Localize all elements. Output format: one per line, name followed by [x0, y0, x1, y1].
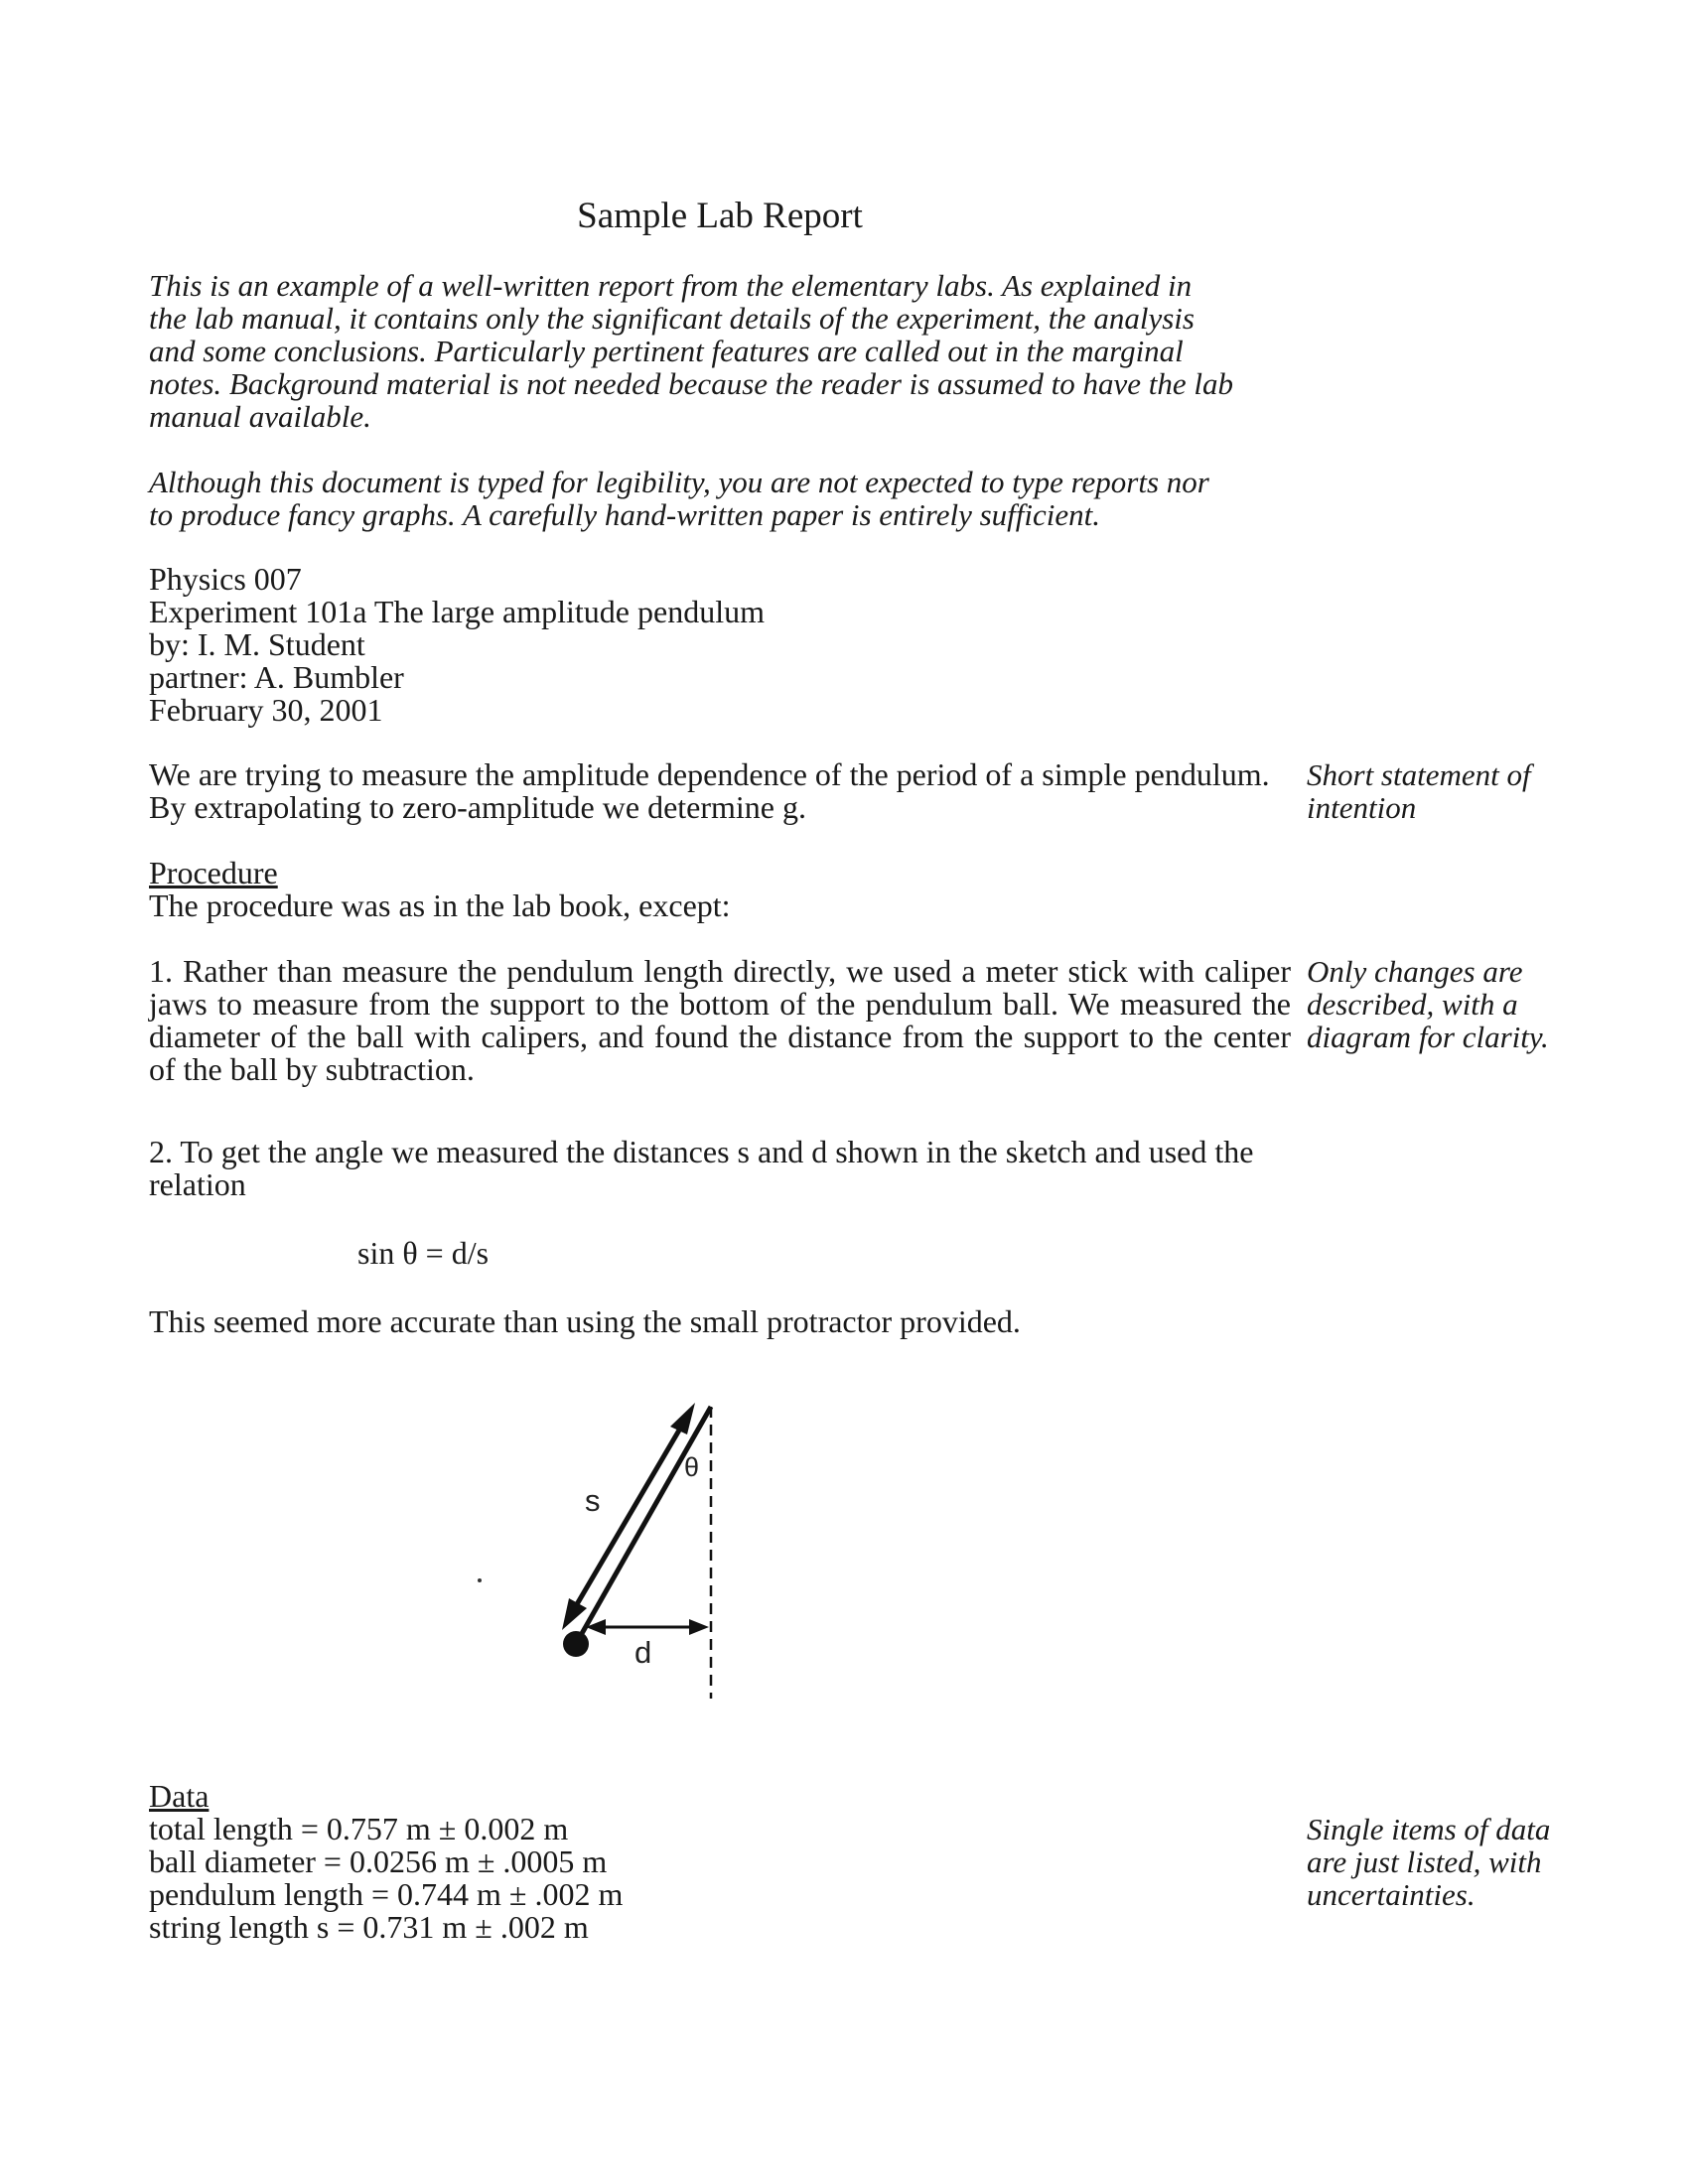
pendulum-diagram [457, 1375, 774, 1712]
note-line: Single items of data [1307, 1812, 1551, 1846]
note-line: intention [1307, 790, 1417, 825]
note-line: uncertainties. [1307, 1877, 1476, 1912]
procedure-intro: The procedure was as in the lab book, except: [149, 887, 731, 923]
data-heading: Data [149, 1778, 210, 1814]
procedure-line: 2. To get the angle we measured the distances s and d shown in the sketch and used the [149, 1134, 1254, 1169]
note-line: Only changes are [1307, 954, 1523, 989]
data-item: string length s = 0.731 m ± .002 m [149, 1909, 589, 1945]
procedure-line: 1. Rather than measure the pendulum length directly, we used a meter stick with caliper [149, 953, 1291, 989]
sine-equation: sin θ = d/s [357, 1235, 490, 1271]
procedure-line: relation [149, 1166, 246, 1202]
author: by: I. M. Student [149, 626, 365, 662]
procedure-comment: This seemed more accurate than using the small protractor provided. [149, 1303, 1021, 1339]
pendulum-ball [563, 1631, 589, 1657]
purpose-statement [149, 758, 1291, 824]
label-theta: θ [684, 1452, 700, 1482]
data-item: total length = 0.757 m ± 0.002 m [149, 1811, 569, 1846]
intro-paragraph-1 [149, 269, 1291, 433]
note-line: diagram for clarity. [1307, 1020, 1549, 1054]
margin-note-data [1307, 1813, 1615, 1911]
report-header [149, 563, 1291, 727]
report-date: February 30, 2001 [149, 692, 383, 728]
intro-line: notes. Background material is not needed because the reader is assumed to have the lab [149, 366, 1233, 401]
intro-line: to produce fancy graphs. A carefully hand-written paper is entirely sufficient. [149, 497, 1100, 532]
data-section [149, 1780, 1291, 1944]
procedure-line: of the ball by subtraction. [149, 1051, 475, 1087]
data-item: ball diameter = 0.0256 m ± .0005 m [149, 1843, 608, 1879]
procedure-heading: Procedure [149, 855, 278, 890]
procedure-line: jaws to measure from the support to the bottom of the pendulum ball. We measured the [149, 986, 1291, 1022]
intro-paragraph-2 [149, 466, 1291, 531]
experiment-title: Experiment 101a The large amplitude pendulum [149, 594, 765, 629]
intro-line: manual available. [149, 399, 371, 434]
margin-note-intention [1307, 758, 1615, 824]
procedure-section [149, 857, 1291, 922]
procedure-item-1 [149, 955, 1291, 1086]
note-line: Short statement of [1307, 757, 1531, 792]
intro-line: This is an example of a well-written report from the elementary labs. As explained in [149, 268, 1193, 303]
intro-line: Although this document is typed for legibility, you are not expected to type reports nor [149, 465, 1209, 499]
procedure-item-2 [149, 1136, 1291, 1201]
intro-line: and some conclusions. Particularly pertinent features are called out in the marginal [149, 334, 1184, 368]
purpose-line: By extrapolating to zero-amplitude we determine g. [149, 789, 806, 825]
note-line: described, with a [1307, 987, 1518, 1022]
procedure-line: diameter of the ball with calipers, and found the distance from the support to the center [149, 1019, 1291, 1054]
stray-mark [478, 1578, 482, 1582]
s-arrowhead-bottom [562, 1598, 587, 1630]
course-name: Physics 007 [149, 561, 302, 597]
page-title: Sample Lab Report [577, 196, 863, 236]
purpose-line: We are trying to measure the amplitude dependence of the period of a simple pendulum. [149, 756, 1270, 792]
s-arrowhead-top [670, 1403, 695, 1434]
label-d: d [634, 1635, 652, 1670]
intro-line: the lab manual, it contains only the significant details of the experiment, the analysis [149, 301, 1195, 336]
partner: partner: A. Bumbler [149, 659, 404, 695]
label-s: s [585, 1483, 601, 1518]
pendulum-string [576, 1407, 711, 1644]
margin-note-changes [1307, 955, 1615, 1053]
data-item: pendulum length = 0.744 m ± .002 m [149, 1876, 624, 1912]
d-arrowhead-right [689, 1619, 709, 1635]
note-line: are just listed, with [1307, 1844, 1542, 1879]
